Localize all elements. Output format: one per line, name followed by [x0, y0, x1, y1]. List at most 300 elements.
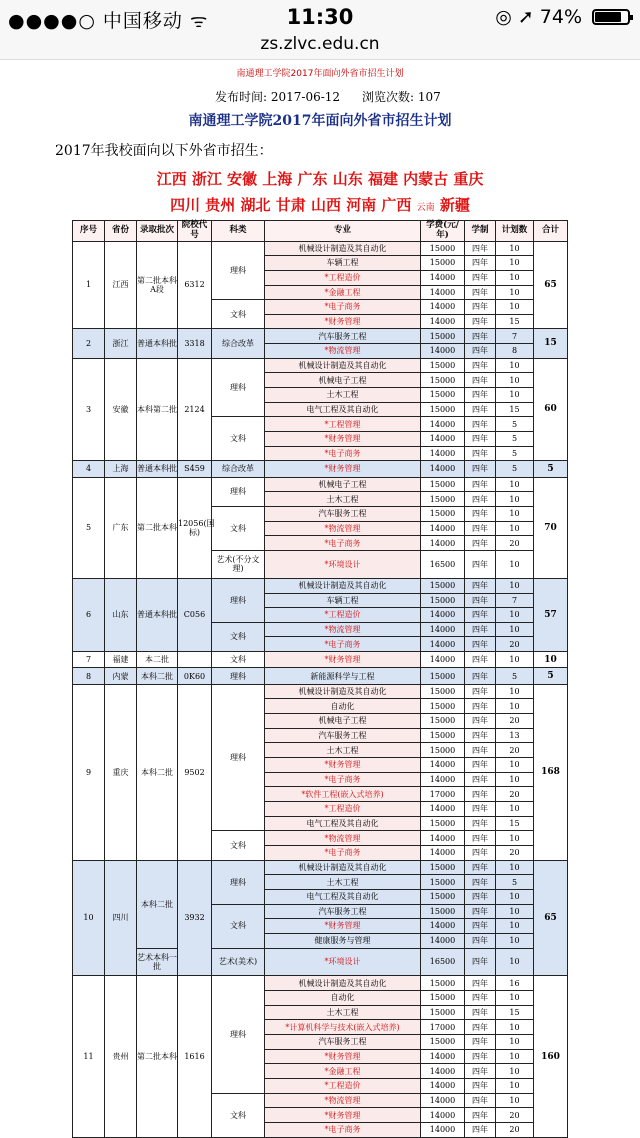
tuition-cell: 14000	[421, 1123, 465, 1138]
address-bar[interactable]	[0, 34, 640, 60]
header-cell: 学制	[465, 221, 496, 242]
plan-count-cell: 10	[496, 684, 534, 699]
publish-time: 发布时间: 2017-06-12	[215, 90, 341, 104]
total-cell: 57	[534, 578, 568, 651]
duration-cell: 四年	[465, 948, 496, 976]
header-cell: 序号	[73, 221, 105, 242]
wifi-icon: ᯤ	[189, 10, 209, 32]
batch-cell: 普通本科批	[137, 329, 178, 358]
duration-cell: 四年	[465, 622, 496, 637]
duration-cell: 四年	[465, 329, 496, 344]
province-cell: 福建	[105, 652, 137, 668]
duration-cell: 四年	[465, 593, 496, 608]
plan-count-cell: 10	[496, 358, 534, 373]
header-cell: 计划数	[496, 221, 534, 242]
plan-count-cell: 10	[496, 256, 534, 271]
tuition-cell: 14000	[421, 652, 465, 668]
major-cell: *工程造价	[265, 270, 421, 285]
status-right	[495, 6, 630, 28]
plan-count-cell: 10	[496, 1035, 534, 1050]
carrier-signal: ●●●●○ 中国移动 ᯤ	[8, 10, 209, 32]
category-cell: 文科	[212, 300, 265, 329]
tuition-cell: 15000	[421, 492, 465, 507]
plan-count-cell: 20	[496, 743, 534, 758]
table-row	[73, 652, 568, 668]
school-code-cell: 6312	[178, 241, 212, 329]
duration-cell: 四年	[465, 461, 496, 477]
province-cell: 浙江	[105, 329, 137, 358]
tuition-cell: 14000	[421, 417, 465, 432]
province-cell: 重庆	[105, 684, 137, 860]
category-cell: 理科	[212, 860, 265, 904]
duration-cell: 四年	[465, 314, 496, 329]
major-cell: 自动化	[265, 991, 421, 1006]
major-cell: 电气工程及其自动化	[265, 889, 421, 904]
duration-cell: 四年	[465, 802, 496, 817]
tuition-cell: 15000	[421, 329, 465, 344]
tuition-cell: 15000	[421, 668, 465, 684]
tuition-cell: 14000	[421, 536, 465, 551]
duration-cell: 四年	[465, 477, 496, 492]
major-cell: 机械电子工程	[265, 714, 421, 729]
major-cell: *物流管理	[265, 1093, 421, 1108]
total-cell: 5	[534, 668, 568, 684]
duration-cell: 四年	[465, 1079, 496, 1094]
tuition-cell: 15000	[421, 816, 465, 831]
tuition-cell: 14000	[421, 608, 465, 623]
table-row	[73, 976, 568, 991]
plan-count-cell: 10	[496, 578, 534, 593]
tuition-cell: 15000	[421, 256, 465, 271]
tuition-cell: 14000	[421, 919, 465, 934]
plan-count-cell: 8	[496, 344, 534, 359]
major-cell: 机械设计制造及其自动化	[265, 578, 421, 593]
province-list-1: 江西 浙江 安徽 上海 广东 山东 福建 内蒙古 重庆	[156, 170, 484, 188]
batch-cell: 本科第二批	[137, 358, 178, 461]
plan-count-cell: 10	[496, 1079, 534, 1094]
tuition-cell: 15000	[421, 684, 465, 699]
header-cell: 合计	[534, 221, 568, 242]
school-code-cell: 2124	[178, 358, 212, 461]
duration-cell: 四年	[465, 743, 496, 758]
duration-cell: 四年	[465, 432, 496, 447]
tuition-cell: 15000	[421, 991, 465, 1006]
major-cell: 自动化	[265, 699, 421, 714]
major-cell: *财务管理	[265, 652, 421, 668]
tuition-cell: 15000	[421, 1005, 465, 1020]
total-cell: 65	[534, 241, 568, 329]
duration-cell: 四年	[465, 285, 496, 300]
status-bar	[0, 0, 640, 34]
major-cell: *电子商务	[265, 300, 421, 315]
plan-count-cell: 5	[496, 461, 534, 477]
plan-count-cell: 20	[496, 845, 534, 860]
plan-count-cell: 20	[496, 1108, 534, 1123]
school-code-cell: 0K60	[178, 668, 212, 684]
article-small-title: 南通理工学院2017年面向外省市招生计划	[236, 69, 404, 79]
major-cell: *电子商务	[265, 536, 421, 551]
tuition-cell: 14000	[421, 461, 465, 477]
table-row	[73, 461, 568, 477]
tuition-cell: 16500	[421, 948, 465, 976]
row-number: 8	[73, 668, 105, 684]
major-cell: *财务管理	[265, 919, 421, 934]
duration-cell: 四年	[465, 758, 496, 773]
plan-count-cell: 15	[496, 816, 534, 831]
plan-count-cell: 10	[496, 477, 534, 492]
batch-cell: 第二批本科	[137, 976, 178, 1138]
tuition-cell: 14000	[421, 1049, 465, 1064]
tuition-cell: 15000	[421, 860, 465, 875]
tuition-cell: 14000	[421, 446, 465, 461]
duration-cell: 四年	[465, 608, 496, 623]
major-cell: 机械设计制造及其自动化	[265, 358, 421, 373]
major-cell: *电子商务	[265, 446, 421, 461]
major-cell: *电子商务	[265, 637, 421, 652]
major-cell: 机械电子工程	[265, 373, 421, 388]
tuition-cell: 15000	[421, 477, 465, 492]
article-title: 南通理工学院2017年面向外省市招生计划	[188, 113, 452, 129]
category-cell: 文科	[212, 1093, 265, 1137]
duration-cell: 四年	[465, 492, 496, 507]
category-cell: 综合改革	[212, 461, 265, 477]
total-cell: 5	[534, 461, 568, 477]
view-count: 浏览次数: 107	[362, 90, 441, 104]
tuition-cell: 14000	[421, 802, 465, 817]
duration-cell: 四年	[465, 668, 496, 684]
table-row	[73, 860, 568, 875]
duration-cell: 四年	[465, 578, 496, 593]
major-cell: 机械设计制造及其自动化	[265, 241, 421, 256]
table-row	[73, 668, 568, 684]
school-code-cell: 3318	[178, 329, 212, 358]
major-cell: 电气工程及其自动化	[265, 402, 421, 417]
plan-count-cell: 15	[496, 402, 534, 417]
major-cell: *财务管理	[265, 1049, 421, 1064]
tuition-cell: 14000	[421, 285, 465, 300]
tuition-cell: 14000	[421, 637, 465, 652]
major-cell: *电子商务	[265, 1123, 421, 1138]
batch-cell: 普通本科批	[137, 578, 178, 651]
plan-count-cell: 10	[496, 652, 534, 668]
plan-count-cell: 10	[496, 507, 534, 522]
major-cell: *环境设计	[265, 948, 421, 976]
province-cell: 安徽	[105, 358, 137, 461]
plan-count-cell: 10	[496, 1064, 534, 1079]
row-number: 10	[73, 860, 105, 976]
major-cell: *财务管理	[265, 432, 421, 447]
batch-cell: 第二批本科	[137, 477, 178, 578]
plan-count-cell: 10	[496, 831, 534, 846]
row-number: 11	[73, 976, 105, 1138]
total-cell: 10	[534, 652, 568, 668]
duration-cell: 四年	[465, 300, 496, 315]
plan-count-cell: 20	[496, 637, 534, 652]
tuition-cell: 15000	[421, 743, 465, 758]
major-cell: 车辆工程	[265, 593, 421, 608]
plan-count-cell: 10	[496, 1020, 534, 1035]
duration-cell: 四年	[465, 1123, 496, 1138]
duration-cell: 四年	[465, 652, 496, 668]
row-number: 7	[73, 652, 105, 668]
school-code-cell	[178, 652, 212, 668]
tuition-cell: 14000	[421, 1079, 465, 1094]
major-cell: *电子商务	[265, 772, 421, 787]
tuition-cell: 15000	[421, 875, 465, 890]
intro-text: 2017年我校面向以下外省市招生：	[55, 143, 273, 159]
duration-cell: 四年	[465, 816, 496, 831]
plan-count-cell: 10	[496, 300, 534, 315]
row-number: 4	[73, 461, 105, 477]
total-cell: 70	[534, 477, 568, 578]
plan-count-cell: 10	[496, 492, 534, 507]
tuition-cell: 15000	[421, 358, 465, 373]
total-cell: 160	[534, 976, 568, 1138]
plan-count-cell: 15	[496, 1005, 534, 1020]
plan-count-cell: 10	[496, 991, 534, 1006]
major-cell: 机械设计制造及其自动化	[265, 860, 421, 875]
tuition-cell: 15000	[421, 373, 465, 388]
category-cell: 理科	[212, 477, 265, 506]
major-cell: *工程造价	[265, 802, 421, 817]
battery-percent: 74%	[539, 6, 582, 28]
table-row	[73, 684, 568, 699]
school-code-cell: C056	[178, 578, 212, 651]
location-icon: ➚	[517, 6, 534, 28]
tuition-cell: 15000	[421, 402, 465, 417]
duration-cell: 四年	[465, 241, 496, 256]
row-number: 1	[73, 241, 105, 329]
province-cell: 上海	[105, 461, 137, 477]
row-number: 5	[73, 477, 105, 578]
plan-count-cell: 10	[496, 622, 534, 637]
tuition-cell: 14000	[421, 772, 465, 787]
school-code-cell: 1616	[178, 976, 212, 1138]
tuition-cell: 15000	[421, 578, 465, 593]
tuition-cell: 14000	[421, 344, 465, 359]
plan-count-cell: 10	[496, 1049, 534, 1064]
plan-count-cell: 10	[496, 270, 534, 285]
major-cell: *物流管理	[265, 344, 421, 359]
tuition-cell: 14000	[421, 1108, 465, 1123]
tuition-cell: 14000	[421, 432, 465, 447]
header-cell: 科类	[212, 221, 265, 242]
duration-cell: 四年	[465, 270, 496, 285]
plan-count-cell: 7	[496, 329, 534, 344]
duration-cell: 四年	[465, 521, 496, 536]
plan-count-cell: 20	[496, 787, 534, 802]
duration-cell: 四年	[465, 402, 496, 417]
duration-cell: 四年	[465, 904, 496, 919]
duration-cell: 四年	[465, 889, 496, 904]
total-cell: 60	[534, 358, 568, 461]
tuition-cell: 16500	[421, 550, 465, 578]
school-code-cell: 3932	[178, 860, 212, 976]
major-cell: 土木工程	[265, 492, 421, 507]
plan-count-cell: 10	[496, 608, 534, 623]
tuition-cell: 15000	[421, 976, 465, 991]
duration-cell: 四年	[465, 358, 496, 373]
duration-cell: 四年	[465, 536, 496, 551]
major-cell: 汽车服务工程	[265, 507, 421, 522]
duration-cell: 四年	[465, 728, 496, 743]
major-cell: 车辆工程	[265, 256, 421, 271]
plan-count-cell: 10	[496, 933, 534, 948]
category-cell: 理科	[212, 578, 265, 622]
batch-cell: 第二批本科A段	[137, 241, 178, 329]
plan-count-cell: 10	[496, 388, 534, 403]
province-cell: 内蒙	[105, 668, 137, 684]
major-cell: *工程造价	[265, 1079, 421, 1094]
article-meta	[215, 88, 463, 105]
duration-cell: 四年	[465, 875, 496, 890]
province-cell: 广东	[105, 477, 137, 578]
category-cell: 理科	[212, 976, 265, 1093]
duration-cell: 四年	[465, 507, 496, 522]
tuition-cell: 14000	[421, 1064, 465, 1079]
major-cell: 汽车服务工程	[265, 1035, 421, 1050]
plan-count-cell: 20	[496, 1123, 534, 1138]
duration-cell: 四年	[465, 388, 496, 403]
table-header	[73, 221, 568, 242]
major-cell: *电子商务	[265, 845, 421, 860]
major-cell: *计算机科学与技术(嵌入式培养)	[265, 1020, 421, 1035]
major-cell: *工程造价	[265, 608, 421, 623]
duration-cell: 四年	[465, 637, 496, 652]
major-cell: *物流管理	[265, 521, 421, 536]
header-cell: 学费(元/年)	[421, 221, 465, 242]
plan-count-cell: 5	[496, 446, 534, 461]
duration-cell: 四年	[465, 991, 496, 1006]
category-cell: 文科	[212, 904, 265, 948]
total-cell: 15	[534, 329, 568, 358]
school-code-cell: S459	[178, 461, 212, 477]
table-row	[73, 358, 568, 373]
total-cell: 168	[534, 684, 568, 860]
major-cell: *财务管理	[265, 758, 421, 773]
province-cell: 江西	[105, 241, 137, 329]
major-cell: 健康服务与管理	[265, 933, 421, 948]
category-cell: 理科	[212, 358, 265, 417]
major-cell: 电气工程及其自动化	[265, 816, 421, 831]
duration-cell: 四年	[465, 256, 496, 271]
major-cell: 机械设计制造及其自动化	[265, 684, 421, 699]
province-cell: 贵州	[105, 976, 137, 1138]
plan-count-cell: 10	[496, 550, 534, 578]
tuition-cell: 14000	[421, 314, 465, 329]
major-cell: *金融工程	[265, 1064, 421, 1079]
province-cell: 四川	[105, 860, 137, 976]
major-cell: 土木工程	[265, 388, 421, 403]
batch-cell: 本科二批	[137, 860, 178, 948]
table-row	[73, 477, 568, 492]
url-text: zs.zlvc.edu.cn	[260, 34, 380, 54]
batch-cell: 本科二批	[137, 684, 178, 860]
batch-cell: 本二批	[137, 652, 178, 668]
major-cell: *财务管理	[265, 314, 421, 329]
school-code-cell: 12056(国标)	[178, 477, 212, 578]
header-cell: 录取批次	[137, 221, 178, 242]
duration-cell: 四年	[465, 845, 496, 860]
plan-count-cell: 5	[496, 432, 534, 447]
orientation-lock-icon: ◎	[495, 6, 512, 28]
plan-count-cell: 20	[496, 714, 534, 729]
tuition-cell: 14000	[421, 831, 465, 846]
tuition-cell: 15000	[421, 507, 465, 522]
duration-cell: 四年	[465, 446, 496, 461]
plan-count-cell: 10	[496, 919, 534, 934]
category-cell: 综合改革	[212, 329, 265, 358]
plan-count-cell: 5	[496, 875, 534, 890]
duration-cell: 四年	[465, 699, 496, 714]
row-number: 3	[73, 358, 105, 461]
tuition-cell: 14000	[421, 1093, 465, 1108]
plan-count-cell: 7	[496, 593, 534, 608]
tuition-cell: 14000	[421, 270, 465, 285]
tuition-cell: 15000	[421, 388, 465, 403]
tuition-cell: 15000	[421, 728, 465, 743]
tuition-cell: 15000	[421, 241, 465, 256]
plan-count-cell: 10	[496, 948, 534, 976]
tuition-cell: 15000	[421, 699, 465, 714]
duration-cell: 四年	[465, 787, 496, 802]
plan-count-cell: 10	[496, 772, 534, 787]
row-number: 6	[73, 578, 105, 651]
category-cell: 文科	[212, 831, 265, 860]
tuition-cell: 15000	[421, 714, 465, 729]
major-cell: 机械电子工程	[265, 477, 421, 492]
major-cell: 土木工程	[265, 875, 421, 890]
duration-cell: 四年	[465, 550, 496, 578]
duration-cell: 四年	[465, 684, 496, 699]
header-cell: 专业	[265, 221, 421, 242]
batch-cell: 本科二批	[137, 668, 178, 684]
total-cell: 65	[534, 860, 568, 976]
plan-count-cell: 10	[496, 860, 534, 875]
plan-count-cell: 10	[496, 373, 534, 388]
row-number: 9	[73, 684, 105, 860]
major-cell: 土木工程	[265, 743, 421, 758]
major-cell: *金融工程	[265, 285, 421, 300]
duration-cell: 四年	[465, 1020, 496, 1035]
duration-cell: 四年	[465, 417, 496, 432]
school-code-cell: 9502	[178, 684, 212, 860]
plan-count-cell: 16	[496, 976, 534, 991]
major-cell: *物流管理	[265, 622, 421, 637]
major-cell: 汽车服务工程	[265, 904, 421, 919]
duration-cell: 四年	[465, 373, 496, 388]
table-row	[73, 241, 568, 256]
tuition-cell: 14000	[421, 622, 465, 637]
major-cell: *财务管理	[265, 461, 421, 477]
major-cell: 汽车服务工程	[265, 728, 421, 743]
category-cell: 理科	[212, 241, 265, 300]
category-cell: 理科	[212, 684, 265, 831]
plan-count-cell: 10	[496, 241, 534, 256]
category-cell: 文科	[212, 507, 265, 551]
tuition-cell: 15000	[421, 889, 465, 904]
plan-count-cell: 5	[496, 417, 534, 432]
tuition-cell: 14000	[421, 521, 465, 536]
plan-count-cell: 5	[496, 668, 534, 684]
duration-cell: 四年	[465, 714, 496, 729]
duration-cell: 四年	[465, 772, 496, 787]
duration-cell: 四年	[465, 860, 496, 875]
province-list-2: 四川 贵州 湖北 甘肃 山西 河南 广西 云南 新疆	[170, 196, 470, 214]
tuition-cell: 14000	[421, 758, 465, 773]
major-cell: 土木工程	[265, 1005, 421, 1020]
table-row	[73, 329, 568, 344]
